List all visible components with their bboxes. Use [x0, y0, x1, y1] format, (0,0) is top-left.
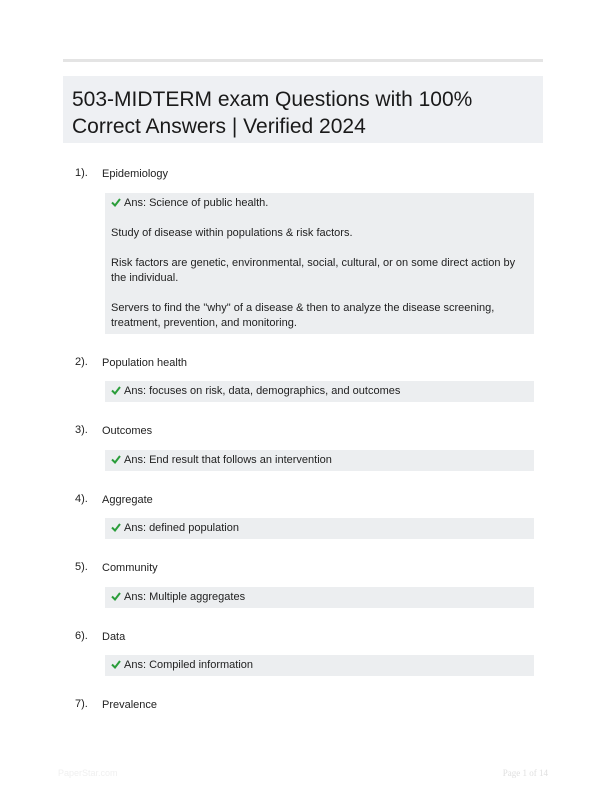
check-icon	[111, 454, 121, 464]
footer-watermark: PaperStar.com	[58, 768, 118, 778]
question-term: Outcomes	[102, 425, 153, 437]
answer-line: Ans: Compiled information	[111, 658, 528, 673]
answer-box	[105, 587, 534, 608]
document-title: 503-MIDTERM exam Questions with 100% Correct Answers | Verified 2024	[72, 88, 473, 138]
answer-line: Study of disease within populations & risk factors.	[111, 227, 353, 239]
question-number: 1).	[75, 167, 88, 179]
answer-box	[105, 655, 534, 676]
answer-line: Ans: Multiple aggregates	[111, 590, 528, 605]
title-box	[63, 76, 543, 143]
question-number: 5).	[75, 561, 88, 573]
answer-line: Servers to find the "why" of a disease & then to analyze the disease screening, treatment, prevention, and monitoring.	[111, 302, 495, 329]
question-number: 3).	[75, 424, 88, 436]
answer-line: Ans: defined population	[111, 521, 528, 536]
answer-line: Ans: Science of public health.	[111, 196, 528, 211]
page-number: Page 1 of 14	[502, 768, 548, 778]
question-number: 6).	[75, 630, 88, 642]
check-icon	[111, 197, 121, 207]
question-number: 7).	[75, 698, 88, 710]
question-number: 4).	[75, 493, 88, 505]
top-rule	[63, 59, 543, 62]
question-number: 2).	[75, 356, 88, 368]
question-term: Prevalence	[102, 699, 158, 711]
check-icon	[111, 591, 121, 601]
check-icon	[111, 659, 121, 669]
check-icon	[111, 522, 121, 532]
check-icon	[111, 385, 121, 395]
answer-box	[105, 450, 534, 471]
answer-box	[105, 518, 534, 539]
answer-line: Ans: focuses on risk, data, demographics, and outcomes	[111, 384, 528, 399]
answer-line: Risk factors are genetic, environmental, social, cultural, or on some direct action by the individual.	[111, 257, 516, 284]
question-term: Data	[102, 631, 126, 643]
answer-box	[105, 381, 534, 402]
question-term: Population health	[102, 357, 188, 369]
question-term: Community	[102, 562, 158, 574]
answer-box	[105, 193, 534, 334]
answer-line: Ans: End result that follows an intervention	[111, 453, 528, 468]
question-term: Epidemiology	[102, 168, 169, 180]
question-term: Aggregate	[102, 494, 153, 506]
